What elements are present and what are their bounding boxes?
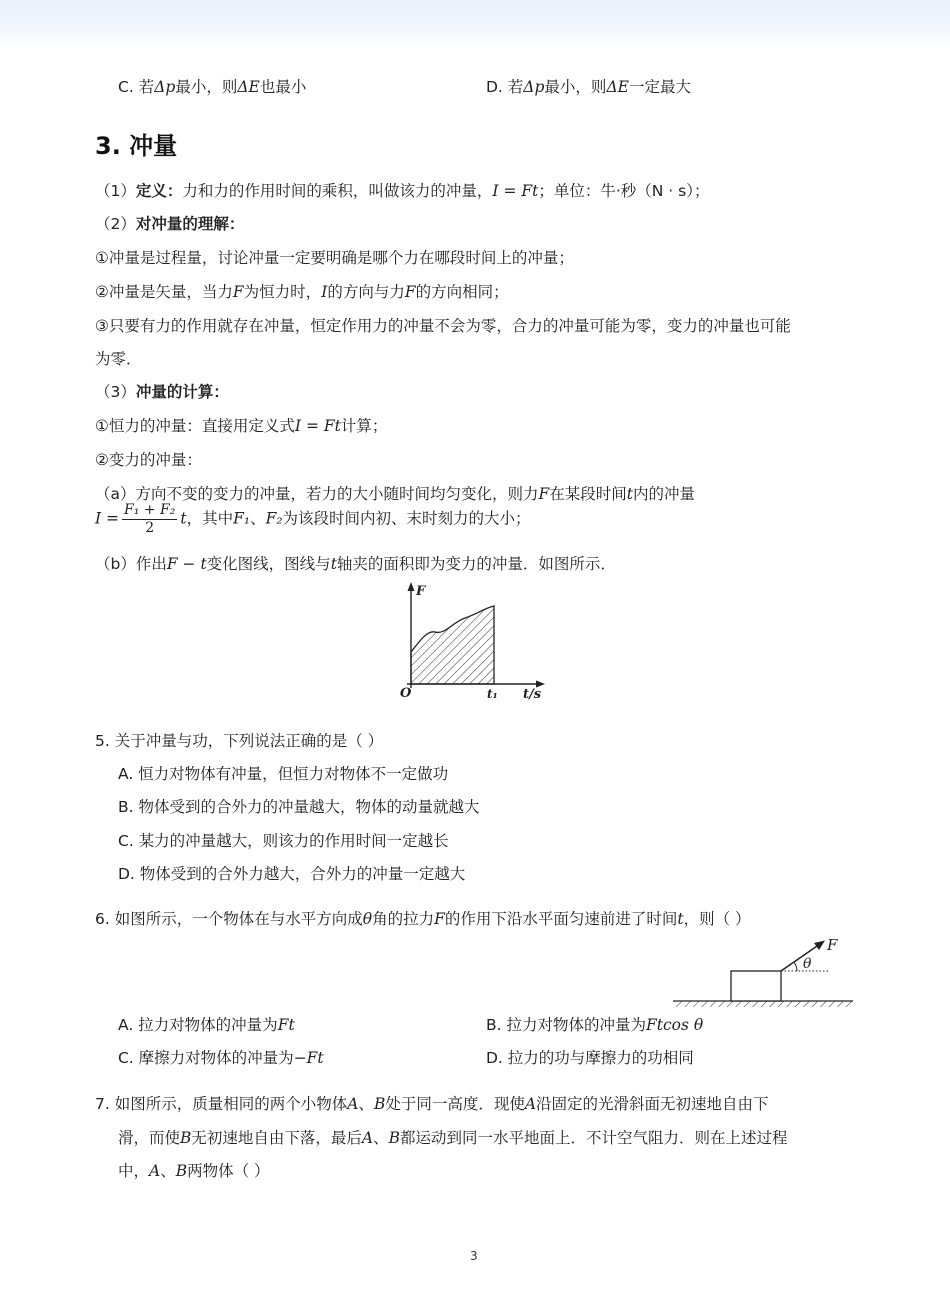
block [731, 971, 781, 1001]
force-time-graph [395, 580, 555, 705]
graph-origin-label: O [400, 686, 412, 701]
angle-arc [794, 962, 797, 971]
prev-option-d: D. 若Δ𝑝最小，则Δ𝐸一定最大 [486, 78, 691, 96]
understanding-point-3-line-1: ③只要有力的作用就存在冲量，恒定作用力的冲量不会为零，合力的冲量可能为零，变力的冲量也可能 [95, 317, 791, 335]
q7-stem-line-1: 7. 如图所示，质量相同的两个小物体𝐴、𝐵处于同一高度．现使𝐴沿固定的光滑斜面无初速地自由下 [95, 1095, 769, 1113]
understanding-point-2: ②冲量是矢量，当力𝐹为恒力时，𝐼的方向与力𝐹的方向相同； [95, 283, 509, 301]
force-arrow [781, 944, 820, 971]
impulse-area [411, 606, 494, 684]
figure-angle-label: θ [803, 956, 812, 972]
q5-option-a[interactable]: A. 恒力对物体有冲量，但恒力对物体不一定做功 [118, 765, 449, 783]
understanding-heading: （2）对冲量的理解： [95, 215, 245, 233]
fraction: $\frac{\text{𝐹₁ + 𝐹₂}}{2}$ [124, 502, 176, 537]
q7-stem-line-3: 中，𝐴、𝐵两物体（ ） [118, 1162, 270, 1180]
section-title: 3. 冲量 [95, 132, 178, 160]
graph-y-label: F [416, 584, 426, 599]
block-pull-figure [668, 930, 858, 1010]
average-force-formula: 𝐼 = $\frac{\text{𝐹₁ + 𝐹₂}}{2}$ 𝑡，其中𝐹₁、𝐹₂为该段时间内初、末时刻力的大小； [95, 502, 531, 537]
q6-option-a[interactable]: A. 拉力对物体的冲量为𝐹𝑡 [118, 1016, 295, 1034]
graph-x-label: t/s [523, 687, 542, 702]
force-arrowhead [814, 941, 825, 951]
ground-hatch [673, 1001, 853, 1007]
definition-line: （1）定义：力和力的作用时间的乘积，叫做该力的冲量，𝐼 = 𝐹𝑡；单位：牛·秒（N · s）； [95, 182, 710, 200]
prev-option-c: C. 若Δ𝑝最小，则Δ𝐸也最小 [118, 78, 307, 96]
q6-option-b[interactable]: B. 拉力对物体的冲量为𝐹𝑡cos θ [486, 1016, 704, 1034]
figure-force-label: F [827, 936, 838, 954]
q5-option-d[interactable]: D. 物体受到的合外力越大，合外力的冲量一定越大 [118, 865, 466, 883]
page-number: 3 [470, 1249, 478, 1263]
understanding-point-1: ①冲量是过程量，讨论冲量一定要明确是哪个力在哪段时间上的冲量； [95, 249, 574, 267]
variable-force-impulse: ②变力的冲量： [95, 451, 202, 469]
q6-option-c[interactable]: C. 摩擦力对物体的冲量为−𝐹𝑡 [118, 1049, 324, 1067]
q7-stem-line-2: 滑，而使𝐵无初速地自由下落，最后𝐴、𝐵都运动到同一水平地面上．不计空气阻力．则在上述过程 [118, 1129, 788, 1147]
q5-option-c[interactable]: C. 某力的冲量越大，则该力的作用时间一定越长 [118, 832, 449, 850]
calculation-heading: （3）冲量的计算： [95, 383, 229, 401]
graph-t1-label: t₁ [487, 687, 498, 701]
q5-option-b[interactable]: B. 物体受到的合外力的冲量越大，物体的动量就越大 [118, 798, 480, 816]
q6-option-d[interactable]: D. 拉力的功与摩擦力的功相同 [486, 1049, 694, 1067]
q6-stem: 6. 如图所示，一个物体在与水平方向成θ角的拉力𝐹的作用下沿水平面匀速前进了时间𝑡，则（ ） [95, 910, 751, 928]
y-axis-arrow [408, 582, 415, 591]
q5-stem: 5. 关于冲量与功，下列说法正确的是（ ） [95, 732, 384, 750]
variable-force-case-b: （b）作出𝐹 − 𝑡变化图线，图线与𝑡轴夹的面积即为变力的冲量．如图所示． [95, 555, 616, 573]
understanding-point-3-line-2: 为零． [95, 350, 142, 368]
variable-force-case-a: （a）方向不变的变力的冲量，若力的大小随时间均匀变化，则力𝐹在某段时间𝑡内的冲量 [95, 485, 696, 503]
header-band [0, 0, 950, 50]
constant-force-impulse: ①恒力的冲量：直接用定义式𝐼 = 𝐹𝑡计算； [95, 417, 388, 435]
